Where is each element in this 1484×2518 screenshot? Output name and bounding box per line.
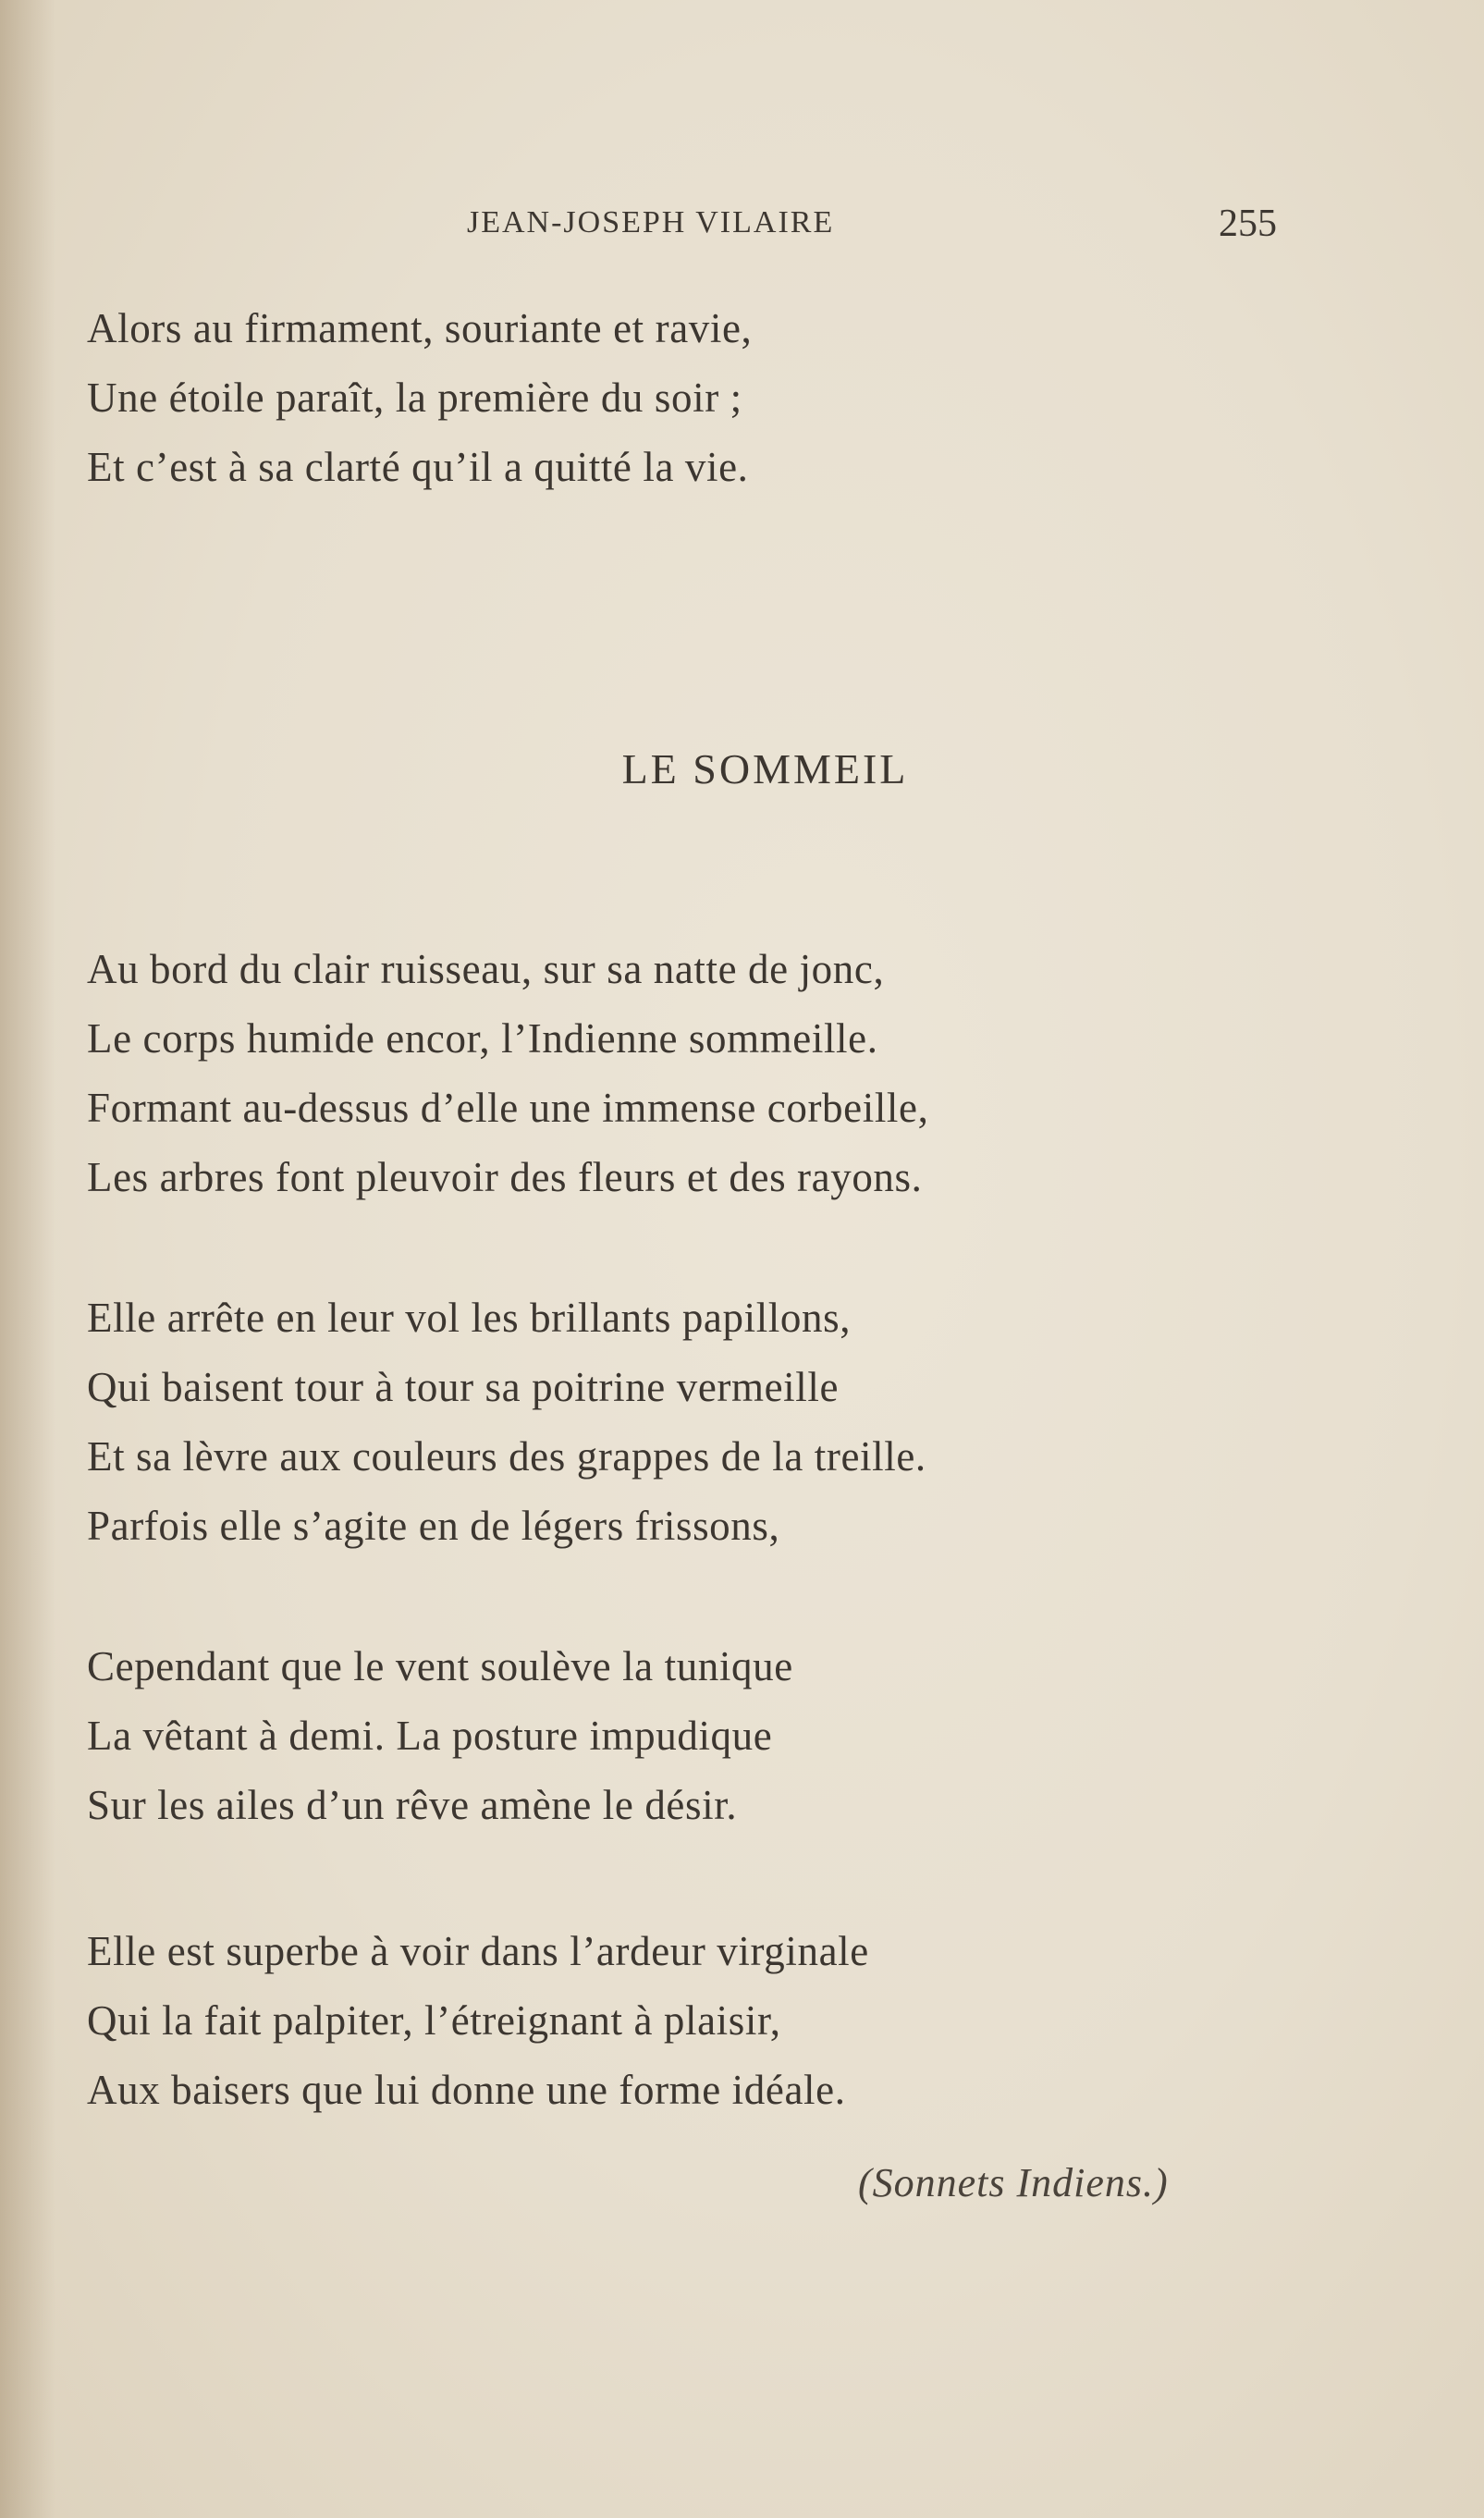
verse-line: La vêtant à demi. La posture impudique <box>87 1713 773 1759</box>
poem-title: LE SOMMEIL <box>621 745 909 792</box>
page-gutter-shadow <box>0 0 55 2518</box>
page-number: 255 <box>1219 203 1277 245</box>
poem-source: (Sonnets Indiens.) <box>858 2160 1169 2205</box>
verse-line: Qui baisent tour à tour sa poitrine vermeille <box>87 1364 840 1410</box>
verse-line: Parfois elle s’agite en de légers frissons, <box>87 1503 780 1549</box>
verse-line: Sur les ailes d’un rêve amène le désir. <box>87 1782 738 1828</box>
verse-line: Formant au-dessus d’elle une immense corbeille, <box>87 1085 929 1131</box>
verse-line: Les arbres font pleuvoir des fleurs et des rayons. <box>87 1154 923 1200</box>
verse-line: Et sa lèvre aux couleurs des grappes de la treille. <box>87 1433 926 1480</box>
running-head <box>0 205 1484 252</box>
verse-line: Au bord du clair ruisseau, sur sa natte de jonc, <box>87 946 885 992</box>
running-title: JEAN-JOSEPH VILAIRE <box>467 205 835 240</box>
verse-line: Alors au firmament, souriante et ravie, <box>87 305 753 351</box>
verse-line: Qui la fait palpiter, l’étreignant à plaisir, <box>87 1997 781 2044</box>
verse-line: Une étoile paraît, la première du soir ; <box>87 375 742 421</box>
verse-line: Le corps humide encor, l’Indienne sommeille. <box>87 1015 878 1062</box>
verse-line: Cependant que le vent soulève la tunique <box>87 1643 793 1689</box>
verse-line: Et c’est à sa clarté qu’il a quitté la vie. <box>87 444 749 490</box>
verse-line: Aux baisers que lui donne une forme idéale. <box>87 2067 846 2113</box>
verse-line: Elle arrête en leur vol les brillants papillons, <box>87 1295 852 1341</box>
verse-line: Elle est superbe à voir dans l’ardeur virginale <box>87 1928 869 1974</box>
